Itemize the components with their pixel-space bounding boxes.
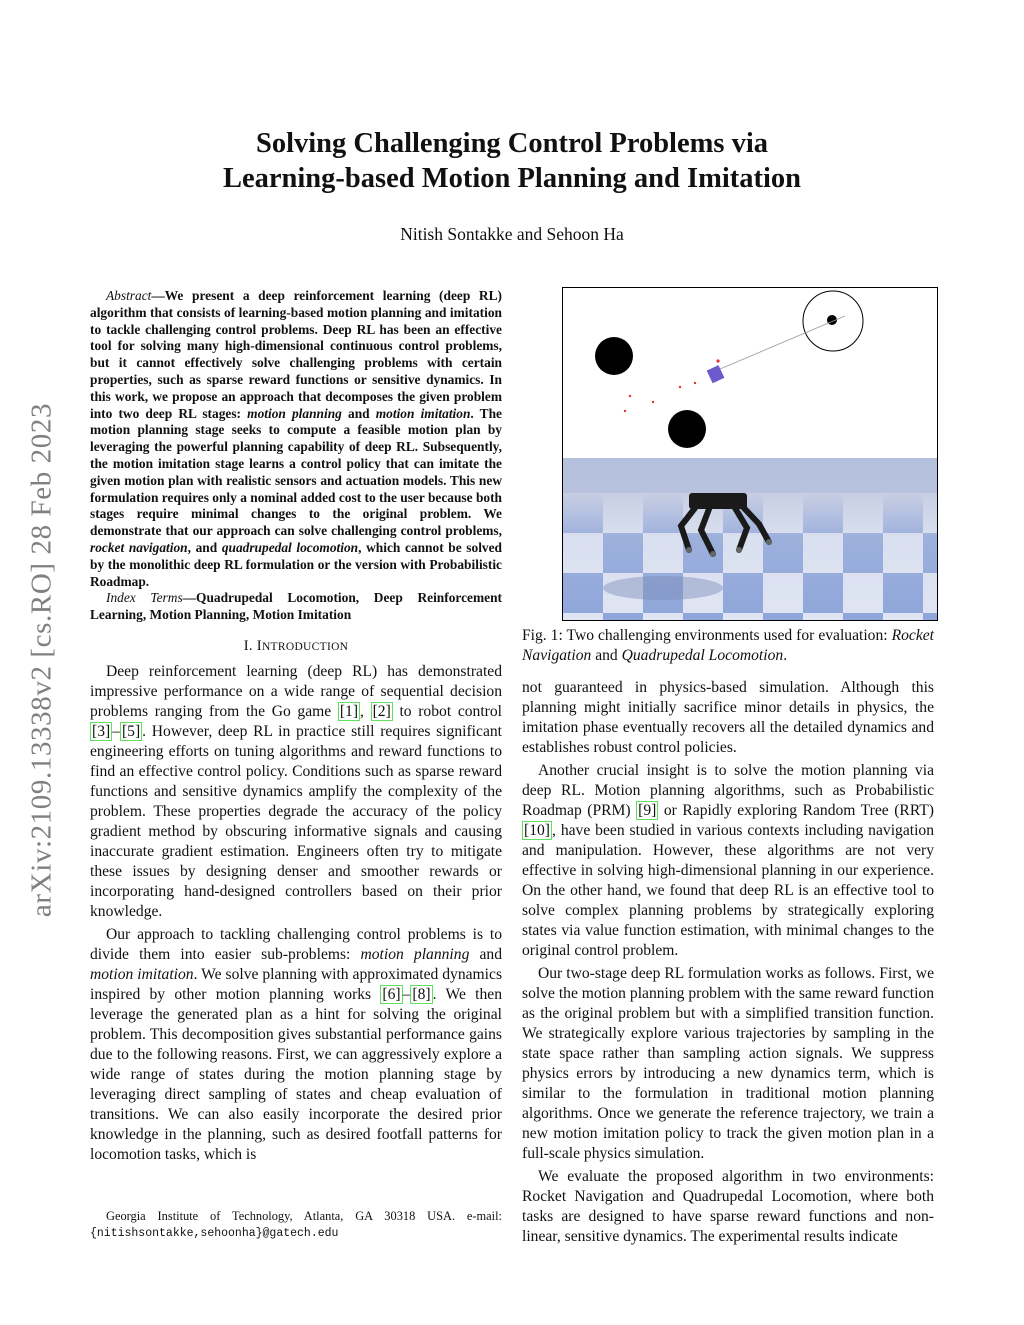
trajectory-point — [679, 386, 681, 388]
arxiv-id-text: arXiv:2109.13338v2 [cs.RO] 28 Feb 2023 — [25, 402, 58, 918]
rocket-navigation-panel — [563, 288, 937, 458]
caption-prefix: Fig. 1: Two challenging environments used for evaluation: — [522, 627, 892, 644]
section-first-letter: I — [256, 637, 262, 654]
index-terms-label: Index Terms — [106, 590, 183, 606]
p2-text-d: – — [402, 985, 411, 1003]
abstract-em-3: rocket navigation — [90, 539, 188, 555]
trajectory-point — [652, 401, 654, 403]
title-line-2: Learning-based Motion Planning and Imitation — [222, 163, 801, 194]
p1-text-b: , — [360, 702, 371, 720]
p2-text-c: . We solve planning with approximated dynamics inspired by other motion planning works — [90, 965, 503, 1003]
caption-em-1: Rocket Navigation — [522, 627, 934, 664]
paper-title — [110, 126, 914, 196]
title-line-1: Solving Challenging Control Problems via — [255, 128, 768, 159]
robot-shadow — [603, 576, 723, 600]
citation-1[interactable]: [1] — [339, 702, 359, 720]
rp2-text-a: Another crucial insight is to solve the motion planning via deep RL. Motion planning algorithms, such as Probabilistic Roadmap (PRM) — [522, 762, 934, 819]
abstract-text-1: —We present a deep reinforcement learning (deep RL) algorithm that consists of learning-based motion planning and imitation to tackle challenging control problems. Deep RL has been an effective tool for solving many high-dimensional continuous control problems, but it cannot effectively solve challenging problems with certain properties, such as sparse reward functions or sensitive dynamics. In this work, we propose an approach that decomposes the given problem into two deep RL stages: — [90, 288, 502, 421]
obstacle-2 — [668, 410, 706, 448]
trajectory-point — [694, 382, 696, 384]
abstract — [90, 288, 502, 590]
caption-mid: and — [591, 647, 622, 664]
trajectory-point — [716, 359, 719, 362]
intro-paragraph-2 — [90, 925, 502, 1165]
authors: Nitish Sontakke and Sehoon Ha — [400, 224, 624, 244]
section-rest: NTRODUCTION — [261, 640, 349, 653]
caption-end: . — [783, 647, 788, 664]
abstract-text-3: . The motion planning stage seeks to compute a feasible motion plan by leveraging the powerful planning capability of deep RL. Subsequently, the motion imitation stage learns a control policy that can imitate the given motion plan with realistic sensors and actuation models. This new formulation requires only a nominal added cost to the user because both stages require minimal changes to the original problem. We demonstrate that our approach can solve challenging control problems, — [90, 405, 502, 539]
p1-text-a: Deep reinforcement learning (deep RL) has demonstrated impressive performance on a wide range of sequential decision problems ranging from the Go game — [90, 662, 502, 720]
right-paragraph-1: not guaranteed in physics-based simulation. Although this planning might initially sacrifice minor details in physics, the imitation phase eventually recovers all the detailed dynamics and establishes robust control policies. — [522, 679, 934, 756]
rp2-text-c: , have been studied in various contexts including navigation and manipulation. However, these algorithms are not very effective in solving high-dimensional planning in our experience. On the other hand, we found that deep RL is an effective tool to solve complex planning problems by strategically exploring states via value function estimation, with minimal changes to the original control problem. — [522, 822, 934, 959]
author-emails: {nitishsontakke,sehoonha}@gatech.edu — [90, 1227, 339, 1240]
p2-em-1: motion planning — [360, 945, 470, 963]
abstract-text-4: , and — [187, 539, 222, 555]
figure-1-graphic — [563, 288, 937, 620]
trajectory-point — [629, 395, 631, 397]
section-number: I. — [243, 637, 257, 654]
p2-em-2: motion imitation — [90, 965, 194, 983]
rp2-text-b: or Rapidly exploring Random Tree (RRT) — [658, 802, 934, 819]
citation-9[interactable]: [9] — [638, 802, 657, 819]
index-terms-text: —Quadrupedal Locomotion, Deep Reinforcement Learning, Motion Planning, Motion Imitation — [90, 590, 502, 623]
footnote-affiliation — [90, 1208, 502, 1242]
p2-text-a: Our approach to tackling challenging control problems is to divide them into easier sub-problems: — [90, 925, 502, 963]
trajectory-point — [624, 410, 626, 412]
citation-2[interactable]: [2] — [372, 702, 391, 720]
footnote-text: Georgia Institute of Technology, Atlanta, GA 30318 USA. e-mail: — [106, 1209, 502, 1223]
abstract-em-4: quadrupedal locomotion — [221, 539, 359, 555]
p2-text-b: and — [469, 945, 502, 963]
section-heading-introduction — [90, 636, 502, 657]
right-paragraph-2 — [522, 761, 934, 961]
citation-8[interactable]: [8] — [412, 985, 431, 1003]
p1-text-d: – — [112, 722, 120, 740]
index-terms — [90, 590, 502, 624]
quadrupedal-locomotion-panel — [563, 458, 937, 620]
p1-text-c: to robot control — [392, 702, 502, 720]
abstract-text-5: , which cannot be solved by the monolithic deep RL formulation or the version with Probabilistic Roadmap. — [90, 539, 503, 589]
left-column — [90, 288, 502, 1168]
intro-paragraph-1 — [90, 662, 502, 922]
abstract-em-2: motion imitation — [375, 405, 471, 421]
arxiv-side-identifier — [22, 350, 62, 970]
abstract-em-1: motion planning — [247, 405, 342, 421]
right-paragraph-4: We evaluate the proposed algorithm in two environments: Rocket Navigation and Quadrupedal Locomotion, where both tasks are designed to have sparse reward functions and non-linear, sensitive dynamics. The experimental results indicate — [522, 1168, 934, 1245]
p1-text-e: . However, deep RL in practice still requires significant engineering efforts on tuning algorithms and reward functions to find an effective control policy. Conditions such as sparse reward functions and sensitive dynamics amplify the complexity of the problem. These properties degrade the accuracy of the policy gradient method by obscuring informative signals and causing inaccurate gradient estimation. Engineers often try to mitigate these issues by designing denser and smoother rewards or incorporating hand-designed controllers based on their prior knowledge. — [90, 722, 502, 920]
caption-em-2: Quadrupedal Locomotion — [621, 647, 784, 664]
right-paragraph-3: Our two-stage deep RL formulation works as follows. First, we solve the motion planning problem with the same reward function as the original problem but with a simplified transition function. We strategically explore various trajectories by sampling in the state space rather than sampling action signals. We suppress physics errors by introducing a new dynamics term, which is similar to the formulation in traditional motion planning algorithms. Once we generate the reference trajectory, we train a new motion imitation policy to track the given motion plan in a full-scale physics simulation. — [522, 965, 934, 1162]
citation-6[interactable]: [6] — [382, 985, 401, 1003]
citation-5[interactable]: [5] — [121, 722, 141, 740]
figure-1 — [562, 287, 938, 621]
p2-text-e: . We then leverage the generated plan as a hint for solving the original problem. This decomposition gives substantial performance gains due to the following reasons. First, we can aggressively explore a wide range of states during the motion planning stage by leveraging direct sampling of states and cheap evaluation of transitions. We can also easily incorporate the desired prior knowledge in the planning, such as desired footfall patterns for locomotion tasks, which is — [90, 985, 503, 1163]
citation-3[interactable]: [3] — [92, 722, 111, 740]
right-column — [522, 678, 934, 1250]
figure-1-caption — [522, 626, 934, 666]
citation-10[interactable]: [10] — [524, 822, 550, 839]
abstract-text-2: and — [341, 405, 376, 421]
obstacle-1 — [595, 337, 633, 375]
abstract-label: Abstract — [106, 288, 152, 303]
